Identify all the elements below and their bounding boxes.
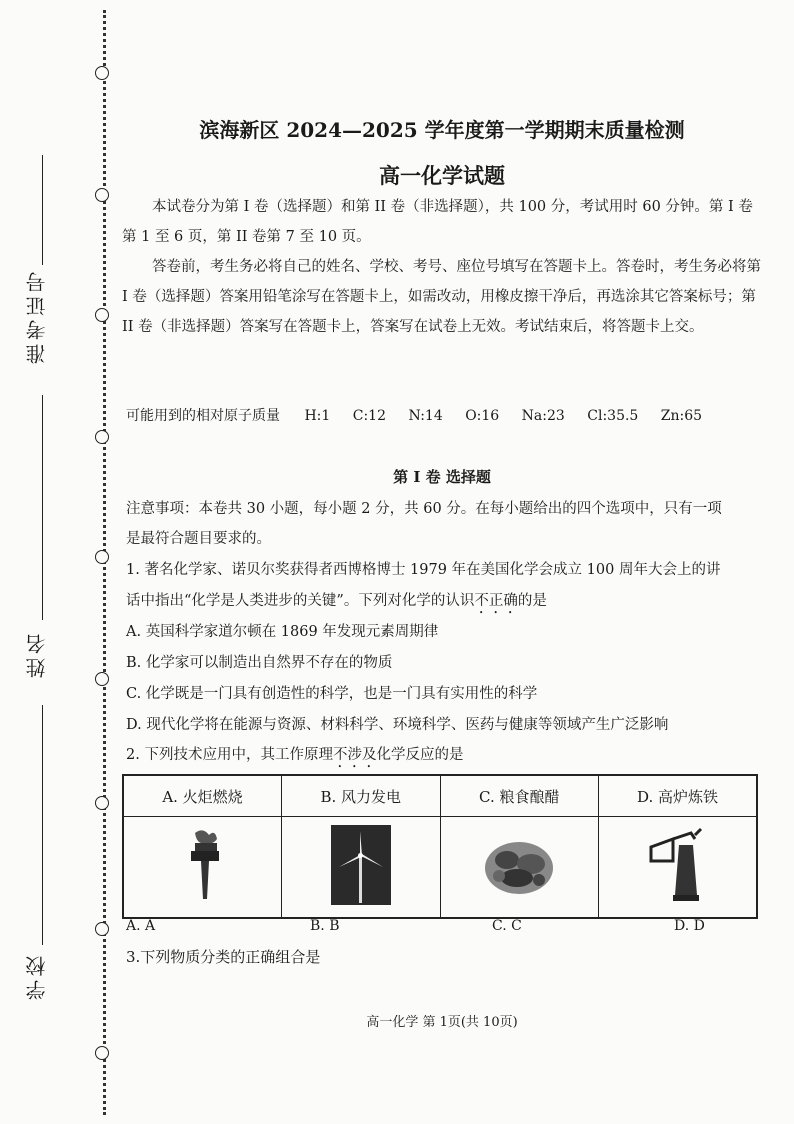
question-1-option-b[interactable]: B. 化学家可以制造出自然界不存在的物质: [126, 655, 393, 671]
atomic-mass-item: Na:23: [521, 408, 565, 424]
binding-hole: [95, 308, 109, 322]
question-3-stem: 3.下列物质分类的正确组合是: [126, 948, 321, 966]
section-title: 第 I 卷 选择题: [393, 468, 491, 486]
school-blank[interactable]: [42, 705, 43, 945]
column-header-wind-power: B. 风力发电: [282, 775, 441, 817]
exam-number-blank[interactable]: [42, 155, 43, 265]
question-2-answer-d[interactable]: D. D: [674, 918, 705, 934]
binding-hole: [95, 66, 109, 80]
torch-icon: [173, 825, 233, 905]
column-header-vinegar: C. 粮食酿醋: [440, 775, 599, 817]
binding-hole: [95, 922, 109, 936]
atomic-mass-item: O:16: [465, 408, 500, 424]
binding-hole: [95, 796, 109, 810]
atomic-masses-line: [126, 405, 720, 425]
question-2-answer-a[interactable]: A. A: [126, 918, 156, 934]
atomic-mass-item: C:12: [352, 408, 386, 424]
question-2-table: [122, 774, 758, 919]
column-header-blast-furnace: D. 高炉炼铁: [599, 775, 758, 817]
wind-turbine-icon: [331, 825, 391, 905]
question-1-option-a[interactable]: A. 英国科学家道尔顿在 1869 年发现元素周期律: [126, 624, 439, 640]
grain-vinegar-picture-cell: [440, 817, 599, 919]
binding-hole: [95, 430, 109, 444]
atomic-mass-item: H:1: [304, 408, 331, 424]
instruction-paragraph-2: 答卷前，考生务必将自己的姓名、学校、考号、座位号填写在答题卡上。答卷时，考生务必将第 I 卷（选择题）答案用铅笔涂写在答题卡上，如需改动，用橡皮擦干净后，再选涂其它答案标号；第 II 卷（非选择题）答案写在答题卡上，答案写在试卷上无效。考试结束后，将答题卡上交。: [122, 259, 761, 335]
section-note-line-2: 是最符合题目要求的。: [126, 531, 271, 547]
question-2-stem-text: 2. 下列技术应用中，其工作原理: [126, 747, 333, 763]
binding-hole: [95, 672, 109, 686]
page-footer: 高一化学 第 1页(共 10页): [366, 1015, 518, 1030]
atomic-mass-item: Cl:35.5: [587, 408, 639, 424]
name-blank[interactable]: [42, 395, 43, 620]
wind-turbine-picture-cell: [282, 817, 441, 919]
question-1-option-d[interactable]: D. 现代化学将在能源与资源、材料科学、环境科学、医药与健康等领域产生广泛影响: [126, 717, 669, 733]
atomic-masses-lead: 可能用到的相对原子质量: [126, 408, 280, 424]
blast-furnace-icon: [643, 825, 713, 905]
question-1-option-c[interactable]: C. 化学既是一门具有创造性的科学，也是一门具有实用性的科学: [126, 686, 538, 702]
page-subtitle: 高一化学试题: [379, 163, 505, 188]
instruction-paragraph-1: 本试卷分为第 I 卷（选择题）和第 II 卷（非选择题），共 100 分，考试用时 60 分钟。第 I 卷第 1 至 6 页，第 II 卷第 7 至 10 页。: [122, 199, 753, 245]
question-1-stem-text: 话中指出“化学是人类进步的关键”。下列对化学的认识: [126, 593, 475, 609]
question-1-emphasis: 不正确: [474, 593, 518, 609]
question-2-stem-tail: 化学反应的是: [376, 747, 464, 763]
question-2-answer-b[interactable]: B. B: [310, 918, 340, 934]
question-1-stem-line-2: [126, 589, 547, 617]
binding-hole: [95, 1046, 109, 1060]
question-2-stem: [126, 743, 463, 771]
name-label: 姓名: [25, 630, 49, 678]
column-header-torch: A. 火炬燃烧: [123, 775, 282, 817]
grain-vinegar-icon: [479, 830, 559, 900]
binding-hole: [95, 188, 109, 202]
atomic-mass-item: N:14: [408, 408, 443, 424]
section-note-line-1: 注意事项：本卷共 30 小题，每小题 2 分，共 60 分。在每小题给出的四个选项中，只有一项: [126, 501, 722, 517]
blast-furnace-picture-cell: [599, 817, 758, 919]
question-1-stem-tail: 的是: [517, 593, 547, 609]
page-title: 滨海新区 2024—2025 学年度第一学期期末质量检测: [199, 118, 685, 142]
binding-hole: [95, 550, 109, 564]
atomic-mass-item: Zn:65: [660, 408, 703, 424]
question-2-emphasis: 不涉及: [332, 747, 377, 763]
exam-number-label: 准考证号: [25, 268, 49, 364]
question-2-answer-c[interactable]: C. C: [492, 918, 522, 934]
torch-picture-cell: [123, 817, 282, 919]
question-1-stem-line-1: 1. 著名化学家、诺贝尔奖获得者西博格博士 1979 年在美国化学会成立 100 周年大会上的讲: [126, 562, 721, 578]
school-label: 学校: [25, 952, 49, 1000]
